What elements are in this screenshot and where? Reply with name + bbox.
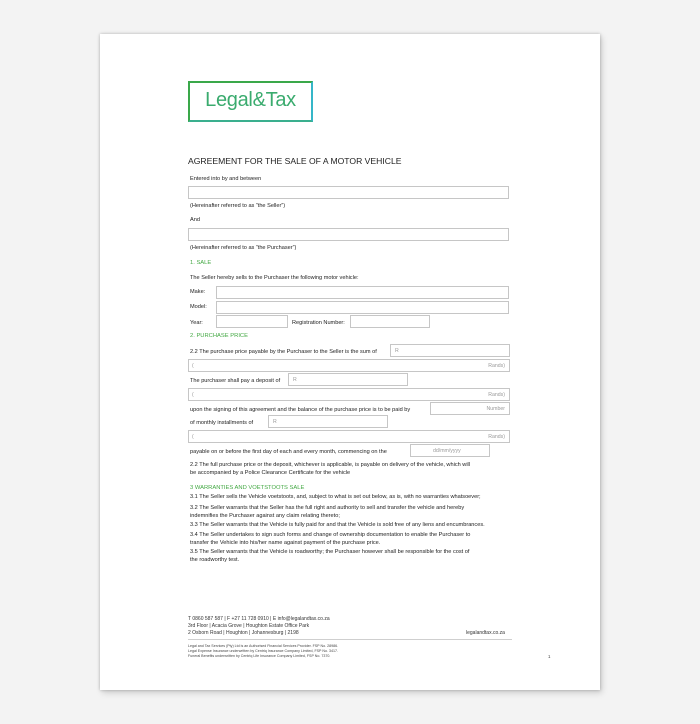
entered-into-text: Entered into by and between: [190, 176, 262, 182]
seller-reference-text: (Hereinafter referred to as “the Seller”): [190, 203, 286, 209]
installment-words-field[interactable]: [188, 430, 510, 443]
installments-number-field[interactable]: [430, 402, 510, 415]
footer-website: legalandtax.co.za: [466, 630, 505, 636]
and-text: And: [190, 217, 200, 223]
registration-field[interactable]: [350, 315, 430, 328]
warranty-3-2-line-2: indemnifies the Purchaser against any claim relating thereto;: [190, 513, 340, 519]
installment-amount-field[interactable]: [268, 415, 388, 428]
purchase-price-text: 2.2 The purchase price payable by the Purchaser to the Seller is the sum of: [190, 349, 377, 355]
seller-name-field[interactable]: [188, 186, 509, 199]
warranty-3-1: 3.1 The Seller sells the Vehicle voetstoots, and, subject to what is set out below, as is, with no warranties whatsoever;: [190, 494, 481, 500]
deposit-text: The purchaser shall pay a deposit of: [190, 378, 281, 384]
deposit-words-field[interactable]: [188, 388, 510, 401]
number-placeholder: Number: [486, 406, 505, 412]
warranty-3-3: 3.3 The Seller warrants that the Vehicle is fully paid for and that the Vehicle is sold free of any liens and encumbrances.: [190, 522, 485, 528]
year-label: Year:: [190, 320, 203, 326]
purchase-price-amount-field[interactable]: [390, 344, 510, 357]
document-title: AGREEMENT FOR THE SALE OF A MOTOR VEHICLE: [188, 156, 402, 166]
registration-label: Registration Number:: [292, 320, 345, 326]
document-page: [100, 34, 600, 690]
rands-placeholder: Rands): [488, 434, 505, 440]
rand-placeholder: R: [395, 348, 399, 354]
warranty-3-5-line-2: the roadworthy test.: [190, 557, 240, 563]
open-paren-placeholder: (: [192, 434, 194, 440]
sale-description: The Seller hereby sells to the Purchaser the following motor vehicle:: [190, 275, 359, 281]
rand-placeholder: R: [273, 419, 277, 425]
purchaser-reference-text: (Hereinafter referred to as “the Purchaser”): [190, 245, 297, 251]
year-field[interactable]: [216, 315, 288, 328]
footer-address-line-2: 2 Osborn Road | Houghton | Johannesburg | 2198: [188, 630, 299, 636]
make-label: Make:: [190, 289, 206, 295]
payable-on-text: payable on or before the first day of each and every month, commencing on the: [190, 449, 387, 455]
section-2-heading: 2. PURCHASE PRICE: [190, 333, 248, 339]
model-label: Model:: [190, 304, 207, 310]
open-paren-placeholder: (: [192, 392, 194, 398]
legal-and-tax-logo: [188, 81, 313, 122]
full-price-text-line-2: be accompanied by a Police Clearance Certificate for the vehicle: [190, 470, 351, 476]
model-field[interactable]: [216, 301, 509, 314]
warranty-3-4-line-1: 3.4 The Seller undertakes to sign such forms and change of ownership documentation to enable the Purchaser to: [190, 532, 471, 538]
footer-disclaimer-3: Funeral Benefits underwritten by Centriq Life Insurance Company Limited, FSP No. 7370.: [188, 654, 331, 658]
deposit-amount-field[interactable]: [288, 373, 408, 386]
logo-text: Legal&Tax: [205, 89, 296, 111]
rands-placeholder: Rands): [488, 392, 505, 398]
footer-divider: [188, 639, 512, 640]
purchaser-name-field[interactable]: [188, 228, 509, 241]
commencement-date-field[interactable]: [410, 444, 490, 457]
full-price-text-line-1: 2.2 The full purchase price or the deposit, whichever is applicable, is payable on delivery of the vehicle, which will: [190, 462, 471, 468]
section-1-heading: 1. SALE: [190, 260, 212, 266]
rand-placeholder: R: [293, 377, 297, 383]
footer-disclaimer-1: Legal and Tax Services (Pty) Ltd is an Authorised Financial Services Provider. FSP No. 28986.: [188, 644, 339, 648]
date-placeholder: dd/mm/yyyy: [433, 448, 461, 454]
warranty-3-2-line-1: 3.2 The Seller warrants that the Seller has the full right and authority to sell and transfer the vehicle and hereby: [190, 505, 465, 511]
balance-text: upon the signing of this agreement and the balance of the purchase price is to be paid by: [190, 407, 411, 413]
page-number: 1: [548, 654, 551, 659]
footer-address-line-1: 3rd Floor | Acacia Grove | Houghton Estate Office Park: [188, 623, 310, 629]
warranty-3-4-line-2: transfer the Vehicle into his/her name against payment of the purchase price.: [190, 540, 381, 546]
footer-disclaimer-2: Legal Expense Insurance underwritten by Centriq Insurance Company Limited, FSP No. 3417.: [188, 649, 338, 653]
footer-contact-line: T 0860 587 587 | F +27 11 728 0910 | E info@legalandtax.co.za: [188, 616, 330, 622]
open-paren-placeholder: (: [192, 363, 194, 369]
monthly-installments-text: of monthly installments of: [190, 420, 254, 426]
section-3-heading: 3 WARRANTIES AND VOETSTOOTS SALE: [190, 485, 305, 491]
make-field[interactable]: [216, 286, 509, 299]
rands-placeholder: Rands): [488, 363, 505, 369]
warranty-3-5-line-1: 3.5 The Seller warrants that the Vehicle is roadworthy; the Purchaser however shall be responsible for the cost of: [190, 549, 470, 555]
purchase-price-words-field[interactable]: [188, 359, 510, 372]
